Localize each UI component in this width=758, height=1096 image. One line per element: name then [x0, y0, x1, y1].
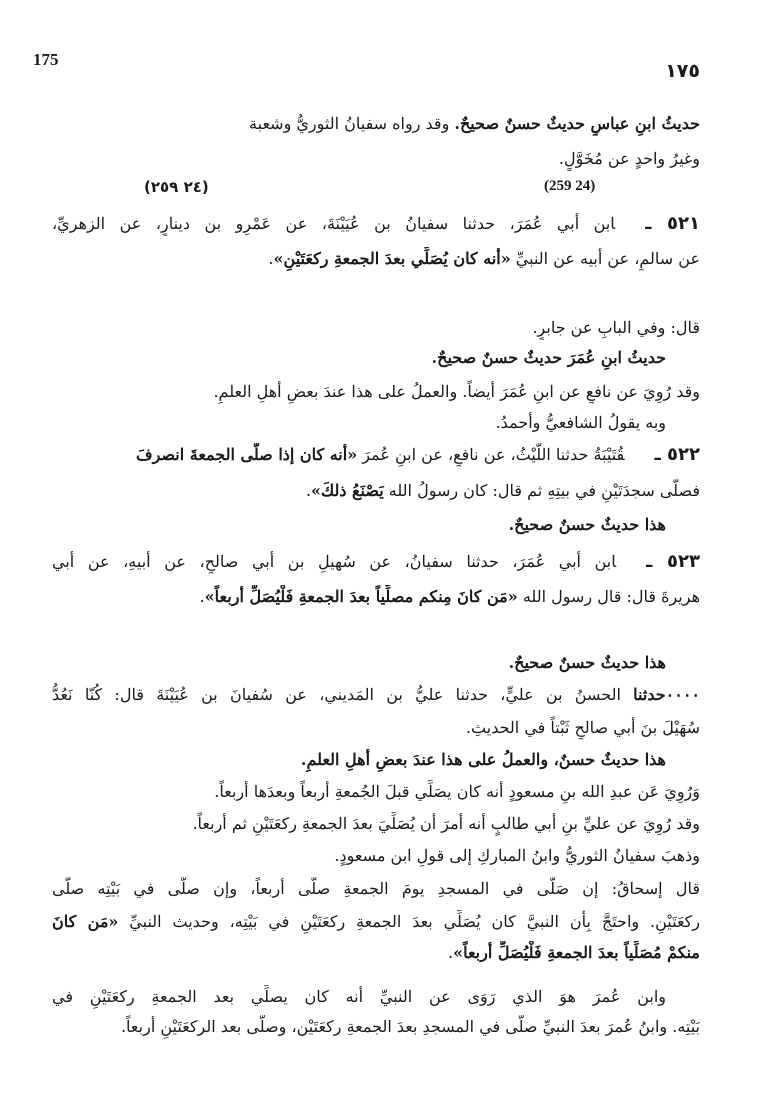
hadith-matn: «مَن كانَ مِنكم مصلِّياً بعدَ الجمعةِ فَلْيُصَلِّ أربعاً» — [204, 587, 518, 606]
hadith-matn: «أنه كان يُصَلِّي بعدَ الجمعةِ ركعَتَيْنِ» — [273, 249, 511, 268]
text-span: فصلَّى سجدَتَيْنِ في بيتِهِ ثم قال: كان رسولُ الله — [383, 481, 700, 500]
text-line-20: وذهبَ سفيانُ الثوريُّ وابنُ المباركِ إلى قولِ ابن مسعودٍ. — [334, 846, 700, 865]
hadith-grade: هذا حديثٌ حسنٌ صحيحٌ. — [508, 515, 666, 534]
text-line-15 — [52, 683, 700, 707]
text-line-5: قال: وفي البابِ عن جابرٍ. — [532, 318, 700, 337]
text-span: ابن أبي عُمَرَ، حدثنا سفيانُ بن عُيَيْنَةَ، عن عَمْرِو بن دينارٍ، عن الزهريِّ، — [52, 214, 616, 233]
text-span: ابن أبي عُمَرَ، حدثنا سفيانُ، عن سُهيلِ بن أبي صالحٍ، عن أبيهِ، عن أبي — [52, 552, 617, 571]
text-span: . — [199, 587, 205, 606]
hadith-grade: حديثُ ابنِ عُمَرَ حديثٌ حسنٌ صحيحٌ. — [431, 348, 666, 367]
text-line-25: بَيْتِه. وابنُ عُمرَ بعدَ النبيِّ صلَّى في المسجدِ بعدَ الجمعةِ ركعَتَيْن، وصلَّى بعد الركعَتَيْنِ أربعاً. — [120, 1017, 700, 1036]
hadith-matn: يَصْنَعُ ذلكَ» — [310, 481, 384, 500]
hadith-number: ٥٢٢ ـ — [654, 444, 700, 465]
hadith-521-line-2 — [52, 247, 700, 271]
hadith-grade: هذا حديثٌ حسنٌ، والعملُ على هذا عندَ بعضِ أهلِ العلمِ. — [300, 750, 666, 769]
text-line-2: وغيرُ واحدٍ عن مُخَوَّلٍ. — [558, 149, 700, 168]
hadith-521-line-1 — [52, 212, 700, 236]
text-span: ٠٠٠٠حدثنا — [633, 685, 700, 704]
text-line-7: وقد رُوِيَ عن نافعٍ عن ابنِ عُمَرَ أيضاً. والعملُ على هذا عندَ بعضِ أهلِ العلمِ. — [213, 382, 700, 401]
hadith-grade: حديثُ ابنِ عباسٍ حديثٌ حسنٌ صحيحٌ. — [454, 114, 700, 133]
hadith-matn: منكمْ مُصَلِّياً بعدَ الجمعةِ فَلْيُصَلِّ أربعاً» — [453, 943, 700, 962]
text-span: هريرةَ قال: قال رسول الله — [517, 587, 700, 606]
hadith-grade: هذا حديثٌ حسنٌ صحيحٌ. — [508, 653, 666, 672]
text-span: وقد رواه سفيانُ الثوريُّ وشعبة — [249, 114, 455, 133]
hadith-522-line-2 — [52, 479, 700, 503]
reference-arabic: (٢٤ ٢٥٩) — [144, 178, 209, 196]
text-span: كان يُصَلِّي بعدَ الجمعةِ ركعَتَيْنِ في بَيْتِه، وحديث النبيِّ — [118, 912, 516, 931]
text-span: الحسنُ بن عليٍّ، حدثنا عليُّ بن المَديني، عن سُفيانَ بن عُيَيْنَةَ قال: كُنّا نَعُدُّ — [52, 685, 634, 704]
text-span: . — [447, 943, 454, 962]
page-number-latin: 175 — [33, 50, 59, 69]
text-span: عن سالمٍ، عن أبيه عن النبيِّ — [510, 249, 700, 268]
hadith-523-line-1 — [52, 550, 700, 574]
text-line-8: وبه يقولُ الشافعيُّ وأحمدُ. — [495, 413, 666, 432]
text-line-18: وَرُوِيَ عَن عبدِ الله بنِ مسعودٍ أنه كان يصَلِّي قبلَ الجُمعةِ أربعاً وبعدَها أربعاً. — [214, 782, 700, 801]
text-span: قُتَيْبَةُ حدثنا اللَّيْثُ، عن نافعٍ، عن ابنِ عُمرَ — [357, 445, 625, 464]
text-line-22 — [52, 910, 700, 934]
hadith-number: ٥٢١ ـ — [645, 213, 700, 234]
hadith-523-line-2 — [52, 585, 700, 609]
page-number-arabic: ١٧٥ — [665, 60, 700, 82]
text-span: . — [268, 249, 274, 268]
reference-row — [52, 178, 700, 204]
text-line-16: سُهَيْلَ بنَ أبي صالحٍ ثَبْتاً في الحديثِ. — [465, 718, 700, 737]
text-line-23 — [52, 941, 700, 965]
hadith-number: ٥٢٣ ـ — [646, 551, 700, 572]
text-span: ركعَتَيْنِ. واحتَجَّ بِأَن النبيَّ — [515, 912, 700, 931]
text-line-21: قال إسحاقُ: إن صَلَّى في المسجدِ يومَ الجمعةِ صلَّى أربعاً، وإن صلَّى في بَيْتِه صلَّى — [52, 879, 700, 898]
hadith-522-line-1 — [52, 443, 700, 467]
text-line-24: وابن عُمرَ هوَ الذي رَوَى عن النبيِّ أنه كان يصلِّي بعد الجمعةِ ركعَتَيْنِ في — [52, 987, 666, 1006]
hadith-matn: «مَن كانَ — [52, 912, 119, 931]
text-line-1 — [52, 112, 700, 136]
text-line-19: وقد رُوِيَ عن عليِّ بنِ أبي طالبٍ أنه أمرَ أن يُصَلِّيَ بعدَ الجمعةِ ركعَتَيْنِ ثم أربعاً. — [192, 814, 700, 833]
reference-latin: (259 24) — [544, 178, 596, 194]
hadith-matn: «أنه كان إذا صلَّى الجمعةَ انصرفَ — [136, 445, 358, 464]
text-span: . — [305, 481, 311, 500]
